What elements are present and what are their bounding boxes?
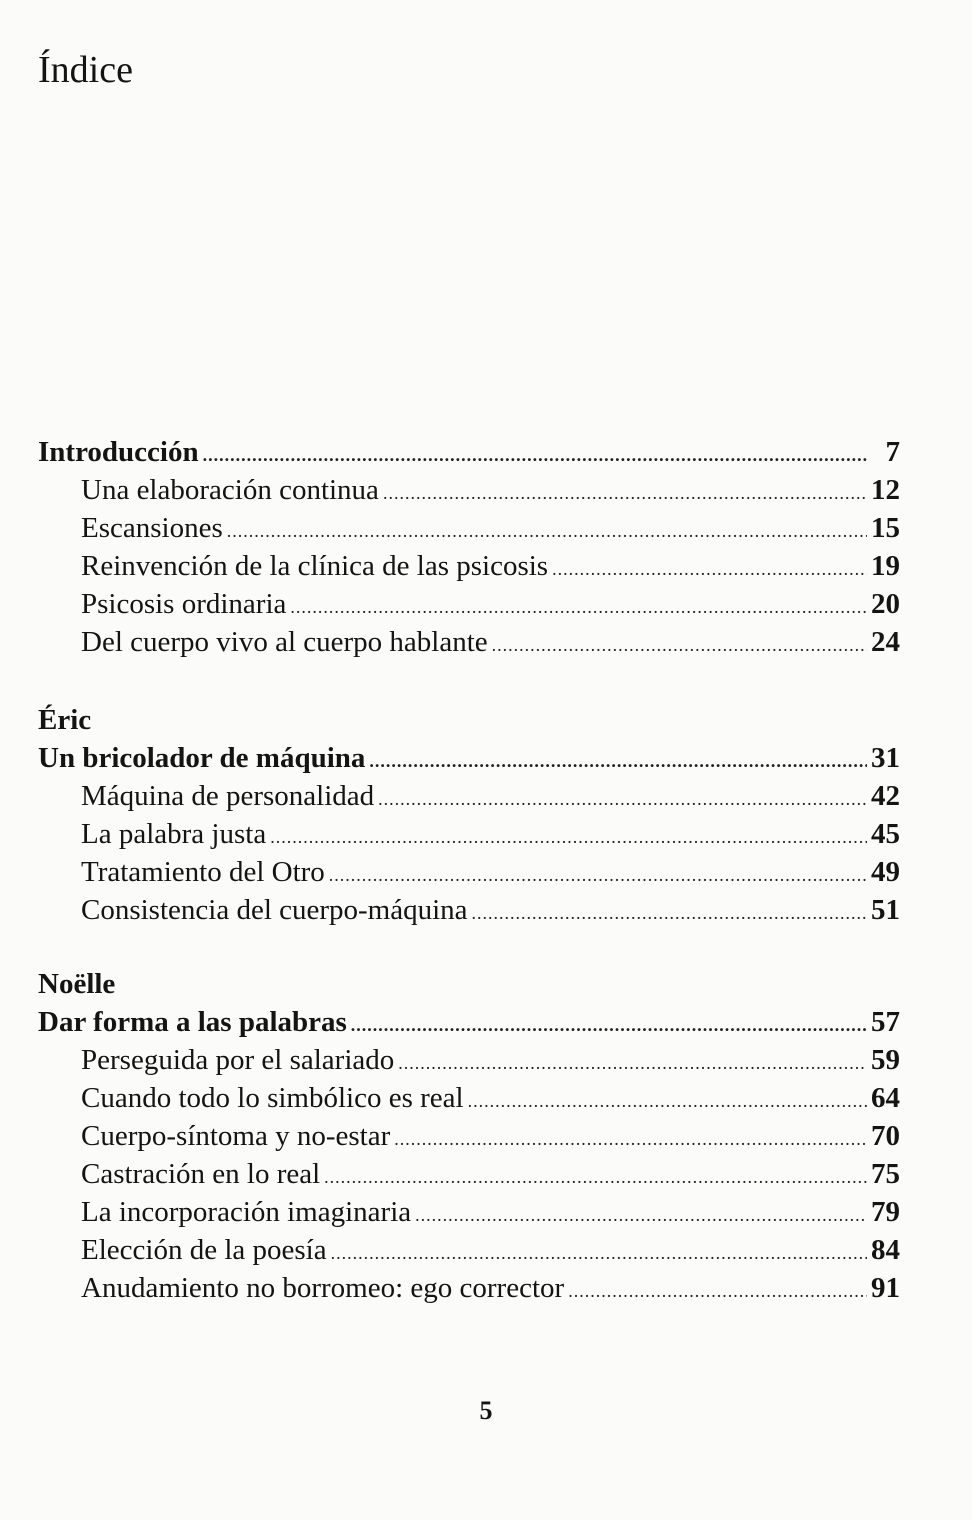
toc-entry[interactable] xyxy=(38,1120,900,1158)
dot-leader xyxy=(369,751,867,772)
dot-leader xyxy=(468,1091,867,1112)
toc-entry-page: 19 xyxy=(871,550,900,582)
toc-section-introduccion xyxy=(38,436,900,664)
dot-leader xyxy=(331,1243,867,1264)
dot-leader xyxy=(472,903,867,924)
toc-entry-title: La palabra justa xyxy=(81,818,267,850)
toc-entry-page: 84 xyxy=(871,1234,900,1266)
toc-entry-page: 51 xyxy=(871,894,900,926)
dot-leader xyxy=(492,635,867,656)
toc-entry[interactable] xyxy=(38,856,900,894)
toc-entry-title: Castración en lo real xyxy=(81,1158,321,1190)
toc-entry-title: Consistencia del cuerpo-máquina xyxy=(81,894,468,926)
toc-entry[interactable] xyxy=(38,626,900,664)
toc-entry-title: Un bricolador de máquina xyxy=(38,742,366,774)
toc-entry-page: 79 xyxy=(871,1196,900,1228)
dot-leader xyxy=(552,559,867,580)
toc-entry[interactable] xyxy=(38,550,900,588)
toc-entry[interactable] xyxy=(38,1006,900,1044)
toc-entry-title: Psicosis ordinaria xyxy=(81,588,287,620)
toc-entry-title: Anudamiento no borromeo: ego corrector xyxy=(81,1272,565,1304)
toc-entry-page: 31 xyxy=(871,742,900,774)
toc-entry-page: 45 xyxy=(871,818,900,850)
dot-leader xyxy=(351,1015,867,1036)
toc-entry-page: 57 xyxy=(871,1006,900,1038)
toc-entry-title: Reinvención de la clínica de las psicosis xyxy=(81,550,549,582)
dot-leader xyxy=(378,789,867,810)
toc-entry-title: Elección de la poesía xyxy=(81,1234,327,1266)
dot-leader xyxy=(568,1281,867,1302)
toc-entry-page: 12 xyxy=(871,474,900,506)
dot-leader xyxy=(383,483,867,504)
toc-section-eric xyxy=(38,704,900,932)
toc-entry-page: 70 xyxy=(871,1120,900,1152)
toc-entry-page: 20 xyxy=(871,588,900,620)
toc-entry-page: 15 xyxy=(871,512,900,544)
toc-entry[interactable] xyxy=(38,780,900,818)
toc-entry[interactable] xyxy=(38,894,900,932)
toc-section-noelle xyxy=(38,968,900,1310)
toc-entry-title: La incorporación imaginaria xyxy=(81,1196,412,1228)
dot-leader xyxy=(227,521,867,542)
toc-entry-page: 91 xyxy=(871,1272,900,1304)
toc-entry[interactable] xyxy=(38,742,900,780)
dot-leader xyxy=(398,1053,867,1074)
toc-entry-title: Dar forma a las palabras xyxy=(38,1006,347,1038)
toc-entry-page: 24 xyxy=(871,626,900,658)
toc-entry-title: Máquina de personalidad xyxy=(81,780,375,812)
dot-leader xyxy=(415,1205,867,1226)
toc-entry-page: 7 xyxy=(885,436,900,468)
toc-entry-title: Introducción xyxy=(38,436,199,468)
toc-entry[interactable] xyxy=(38,588,900,626)
toc-entry-title: Cuando todo lo simbólico es real xyxy=(81,1082,464,1114)
dot-leader xyxy=(290,597,867,618)
toc-entry[interactable] xyxy=(38,818,900,856)
toc-entry-page: 75 xyxy=(871,1158,900,1190)
dot-leader xyxy=(329,865,867,886)
toc-entry[interactable] xyxy=(38,474,900,512)
dot-leader xyxy=(270,827,867,848)
toc-entry-page: 64 xyxy=(871,1082,900,1114)
toc-entry[interactable] xyxy=(38,1196,900,1234)
toc-entry[interactable] xyxy=(38,1234,900,1272)
toc-entry[interactable] xyxy=(38,1272,900,1310)
toc-entry-title: Perseguida por el salariado xyxy=(81,1044,395,1076)
toc-entry[interactable] xyxy=(38,512,900,550)
toc-entry-page: 42 xyxy=(871,780,900,812)
toc-entry-title: Escansiones xyxy=(81,512,223,544)
toc-entry[interactable] xyxy=(38,1044,900,1082)
toc-entry-page: 59 xyxy=(871,1044,900,1076)
toc-section-heading: Noëlle xyxy=(38,968,116,1000)
toc-entry-title: Cuerpo-síntoma y no-estar xyxy=(81,1120,391,1152)
toc-entry-title: Del cuerpo vivo al cuerpo hablante xyxy=(81,626,488,658)
page-title: Índice xyxy=(38,49,133,91)
toc-entry[interactable] xyxy=(38,436,900,474)
dot-leader xyxy=(324,1167,867,1188)
dot-leader xyxy=(203,445,868,466)
toc-entry[interactable] xyxy=(38,1082,900,1120)
toc-entry-title: Una elaboración continua xyxy=(81,474,379,506)
toc-section-heading: Éric xyxy=(38,704,92,736)
toc-entry-title: Tratamiento del Otro xyxy=(81,856,325,888)
toc-entry-page: 49 xyxy=(871,856,900,888)
toc-entry[interactable] xyxy=(38,1158,900,1196)
page-number: 5 xyxy=(479,1396,493,1425)
dot-leader xyxy=(394,1129,867,1150)
